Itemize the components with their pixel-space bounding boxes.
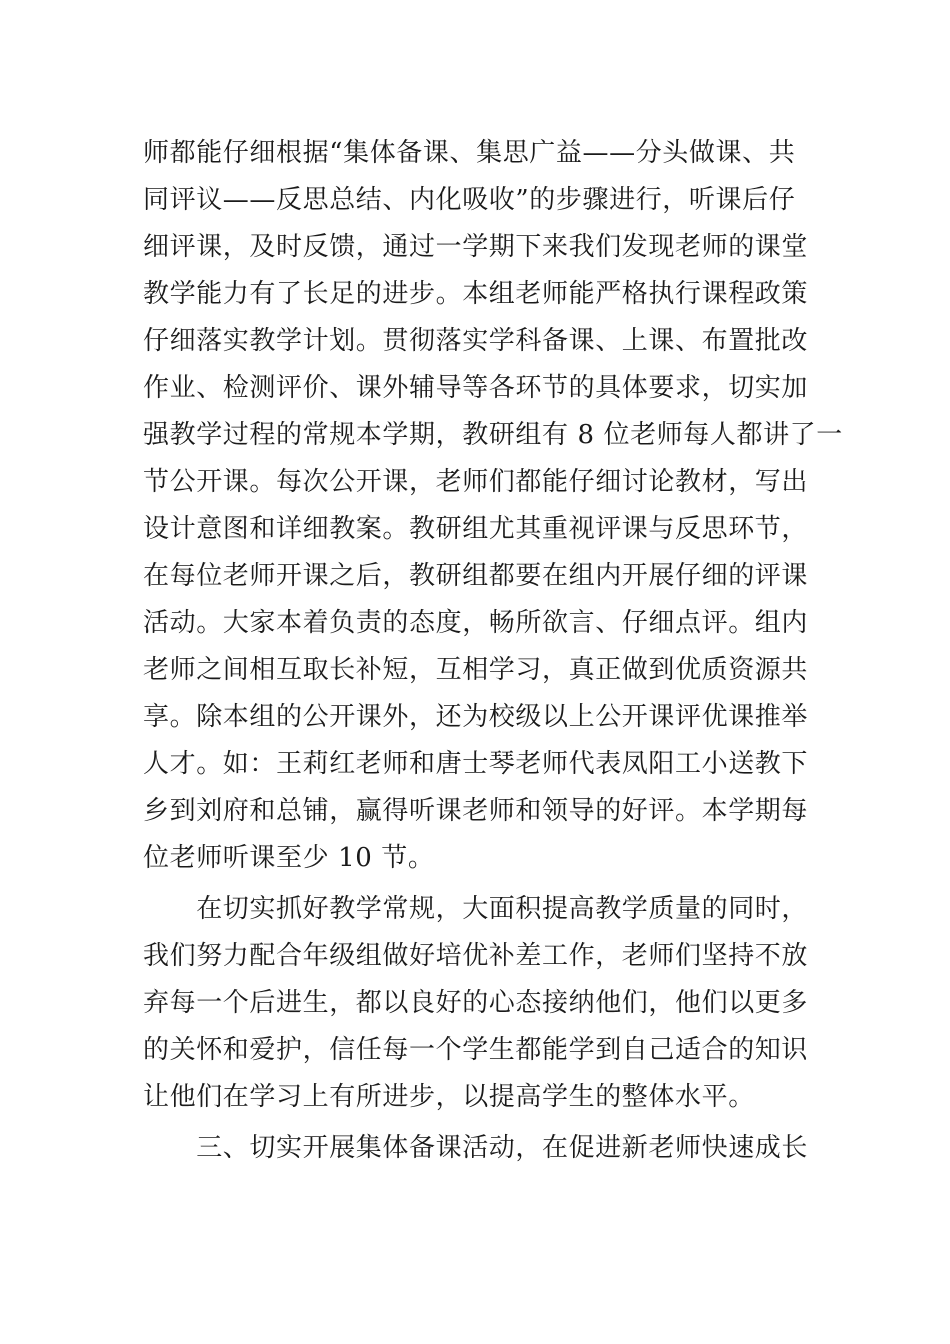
text-line: 让他们在学习上有所进步，以提高学生的整体水平。: [143, 1082, 755, 1112]
paragraph-2: [143, 886, 807, 1121]
text-line: 位老师听课至少 10 节。: [143, 843, 435, 873]
text-line: 乡到刘府和总铺，赢得听课老师和领导的好评。本学期每: [143, 796, 809, 826]
text-line: 在每位老师开课之后，教研组都要在组内开展仔细的评课: [143, 561, 809, 591]
text-line: 享。除本组的公开课外，还为校级以上公开课评优课推举: [143, 702, 809, 732]
text-line: 三、切实开展集体备课活动，在促进新老师快速成长: [143, 1133, 809, 1163]
text-line: 作业、检测评价、课外辅导等各环节的具体要求，切实加: [143, 373, 809, 403]
document-body: [143, 130, 843, 1172]
text-line: 同评议——反思总结、内化吸收”的步骤进行，听课后仔: [143, 185, 796, 215]
text-line: 在切实抓好教学常规，大面积提高教学质量的同时，: [143, 894, 809, 924]
paragraph-1: [143, 130, 843, 882]
text-line: 节公开课。每次公开课，老师们都能仔细讨论教材，写出: [143, 467, 809, 497]
text-line: 师都能仔细根据“集体备课、集思广益——分头做课、共: [143, 138, 796, 168]
paragraph-3: [143, 1125, 807, 1172]
text-line: 活动。大家本着负责的态度，畅所欲言、仔细点评。组内: [143, 608, 809, 638]
text-line: 的关怀和爱护，信任每一个学生都能学到自己适合的知识: [143, 1035, 809, 1065]
text-line: 仔细落实教学计划。贯彻落实学科备课、上课、布置批改: [143, 326, 809, 356]
text-line: 弃每一个后进生，都以良好的心态接纳他们，他们以更多: [143, 988, 809, 1018]
text-line: 我们努力配合年级组做好培优补差工作，老师们坚持不放: [143, 941, 809, 971]
text-line: 教学能力有了长足的进步。本组老师能严格执行课程政策: [143, 279, 809, 309]
text-line: 强教学过程的常规本学期，教研组有 8 位老师每人都讲了一: [143, 420, 843, 450]
text-line: 设计意图和详细教案。教研组尤其重视评课与反思环节，: [143, 514, 809, 544]
text-line: 人才。如：王莉红老师和唐士琴老师代表凤阳工小送教下: [143, 749, 809, 779]
text-line: 老师之间相互取长补短，互相学习，真正做到优质资源共: [143, 655, 809, 685]
text-line: 细评课，及时反馈，通过一学期下来我们发现老师的课堂: [143, 232, 809, 262]
